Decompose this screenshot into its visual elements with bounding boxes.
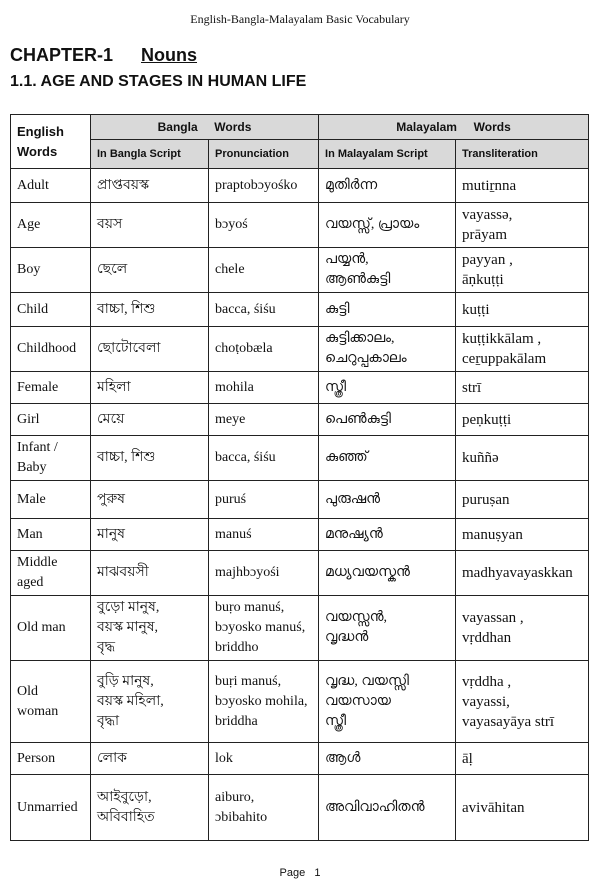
english-cell: Man — [11, 519, 91, 551]
header-malayalam-words: Malayalam Words — [319, 115, 589, 140]
table-row — [11, 404, 589, 436]
pronunciation-cell: manuś — [209, 519, 319, 551]
english-cell: Male — [11, 481, 91, 519]
running-header: English-Bangla-Malayalam Basic Vocabulary — [190, 12, 410, 26]
pronunciation-cell: chele — [209, 248, 319, 293]
malayalam-script-cell: കുട്ടിക്കാലം, ചെറുപ്പകാലം — [319, 327, 456, 372]
english-cell: Girl — [11, 404, 91, 436]
transliteration-cell: vayassə, prāyam — [456, 203, 589, 248]
chapter-heading — [10, 45, 197, 66]
bangla-script-cell: ছোটোবেলা — [91, 327, 209, 372]
transliteration-cell: mutiṟnna — [456, 169, 589, 203]
table-row — [11, 436, 589, 481]
section-title: 1.1. AGE AND STAGES IN HUMAN LIFE — [10, 73, 307, 90]
english-cell: Child — [11, 293, 91, 327]
english-cell: Infant / Baby — [11, 436, 91, 481]
transliteration-cell: madhyavayaskkan — [456, 551, 589, 596]
bangla-script-cell: বয়স — [91, 203, 209, 248]
pronunciation-cell: bacca, śiśu — [209, 436, 319, 481]
pronunciation-cell: praptobɔyośko — [209, 169, 319, 203]
table-row — [11, 481, 589, 519]
transliteration-cell: avivāhitan — [456, 775, 589, 841]
transliteration-cell: kuṭṭikkālam , ceṟuppakālam — [456, 327, 589, 372]
pronunciation-cell: mohila — [209, 372, 319, 404]
pronunciation-cell: choṭobæla — [209, 327, 319, 372]
transliteration-cell: payyan , āṇkuṭṭi — [456, 248, 589, 293]
english-cell: Childhood — [11, 327, 91, 372]
bangla-script-cell: বাচ্চা, শিশু — [91, 436, 209, 481]
transliteration-cell: manuṣyan — [456, 519, 589, 551]
vocabulary-table — [10, 114, 589, 841]
table-row — [11, 775, 589, 841]
table-row — [11, 327, 589, 372]
english-cell: Old woman — [11, 661, 91, 743]
malayalam-script-cell: കുഞ്ഞ് — [319, 436, 456, 481]
bangla-script-cell: লোক — [91, 743, 209, 775]
bangla-script-cell: বাচ্চা, শিশু — [91, 293, 209, 327]
pronunciation-cell: bacca, śiśu — [209, 293, 319, 327]
bangla-script-cell: মানুষ — [91, 519, 209, 551]
bangla-script-cell: বুড়ো মানুষ, বয়স্ক মানুষ, বৃদ্ধ — [91, 596, 209, 661]
bangla-script-cell: মেয়ে — [91, 404, 209, 436]
header-english-words: English Words — [11, 115, 91, 169]
pronunciation-cell: majhbɔyośi — [209, 551, 319, 596]
header-transliteration: Transliteration — [456, 140, 589, 169]
transliteration-cell: āḷ — [456, 743, 589, 775]
english-cell: Person — [11, 743, 91, 775]
chapter-name: Nouns — [141, 45, 198, 65]
english-cell: Adult — [11, 169, 91, 203]
malayalam-script-cell: പെൺകുട്ടി — [319, 404, 456, 436]
table-row — [11, 596, 589, 661]
transliteration-cell: vayassan , vṛddhan — [456, 596, 589, 661]
malayalam-script-cell: മധ്യവയസ്കൻ — [319, 551, 456, 596]
table-row — [11, 743, 589, 775]
table-row — [11, 551, 589, 596]
transliteration-cell: vṛddha , vayassi, vayasayāya strī — [456, 661, 589, 743]
transliteration-cell: kuṭṭi — [456, 293, 589, 327]
table-row — [11, 661, 589, 743]
bangla-script-cell: মাঝবয়সী — [91, 551, 209, 596]
transliteration-cell: strī — [456, 372, 589, 404]
malayalam-script-cell: വയസ്സ്, പ്രായം — [319, 203, 456, 248]
english-cell: Boy — [11, 248, 91, 293]
malayalam-script-cell: ആൾ — [319, 743, 456, 775]
english-cell: Unmarried — [11, 775, 91, 841]
bangla-script-cell: বুড়ি মানুষ, বয়স্ক মহিলা, বৃদ্ধা — [91, 661, 209, 743]
pronunciation-cell: aiburo, ɔbibahito — [209, 775, 319, 841]
table-row — [11, 519, 589, 551]
bangla-script-cell: মহিলা — [91, 372, 209, 404]
malayalam-script-cell: പയ്യൻ, ആൺകുട്ടി — [319, 248, 456, 293]
english-cell: Age — [11, 203, 91, 248]
transliteration-cell: puruṣan — [456, 481, 589, 519]
pronunciation-cell: buṛo manuś, bɔyosko manuś, briddho — [209, 596, 319, 661]
pronunciation-cell: puruś — [209, 481, 319, 519]
table-row — [11, 248, 589, 293]
malayalam-script-cell: മുതിർന്ന — [319, 169, 456, 203]
header-malayalam-script: In Malayalam Script — [319, 140, 456, 169]
malayalam-script-cell: പുരുഷൻ — [319, 481, 456, 519]
page-number: Page 1 — [279, 867, 321, 879]
bangla-script-cell: প্রাপ্তবয়স্ক — [91, 169, 209, 203]
pronunciation-cell: lok — [209, 743, 319, 775]
pronunciation-cell: buṛi manuś, bɔyosko mohila, briddha — [209, 661, 319, 743]
transliteration-cell: kuññə — [456, 436, 589, 481]
malayalam-script-cell: സ്ത്രീ — [319, 372, 456, 404]
pronunciation-cell: meye — [209, 404, 319, 436]
chapter-label: CHAPTER-1 — [10, 45, 114, 65]
malayalam-script-cell: അവിവാഹിതൻ — [319, 775, 456, 841]
header-bangla-words: Bangla Words — [91, 115, 319, 140]
malayalam-script-cell: വയസ്സൻ, വൃദ്ധൻ — [319, 596, 456, 661]
malayalam-script-cell: വൃദ്ധ, വയസ്സി വയസായ സ്ത്രീ — [319, 661, 456, 743]
malayalam-script-cell: മനുഷ്യൻ — [319, 519, 456, 551]
table-row — [11, 203, 589, 248]
header-bangla-script: In Bangla Script — [91, 140, 209, 169]
pronunciation-cell: bɔyoś — [209, 203, 319, 248]
transliteration-cell: peṇkuṭṭi — [456, 404, 589, 436]
bangla-script-cell: আইবুড়ো, অবিবাহিত — [91, 775, 209, 841]
table-row — [11, 293, 589, 327]
english-cell: Old man — [11, 596, 91, 661]
table-row — [11, 169, 589, 203]
bangla-script-cell: ছেলে — [91, 248, 209, 293]
header-pronunciation: Pronunciation — [209, 140, 319, 169]
english-cell: Middle aged — [11, 551, 91, 596]
english-cell: Female — [11, 372, 91, 404]
bangla-script-cell: পুরুষ — [91, 481, 209, 519]
malayalam-script-cell: കുട്ടി — [319, 293, 456, 327]
table-row — [11, 372, 589, 404]
